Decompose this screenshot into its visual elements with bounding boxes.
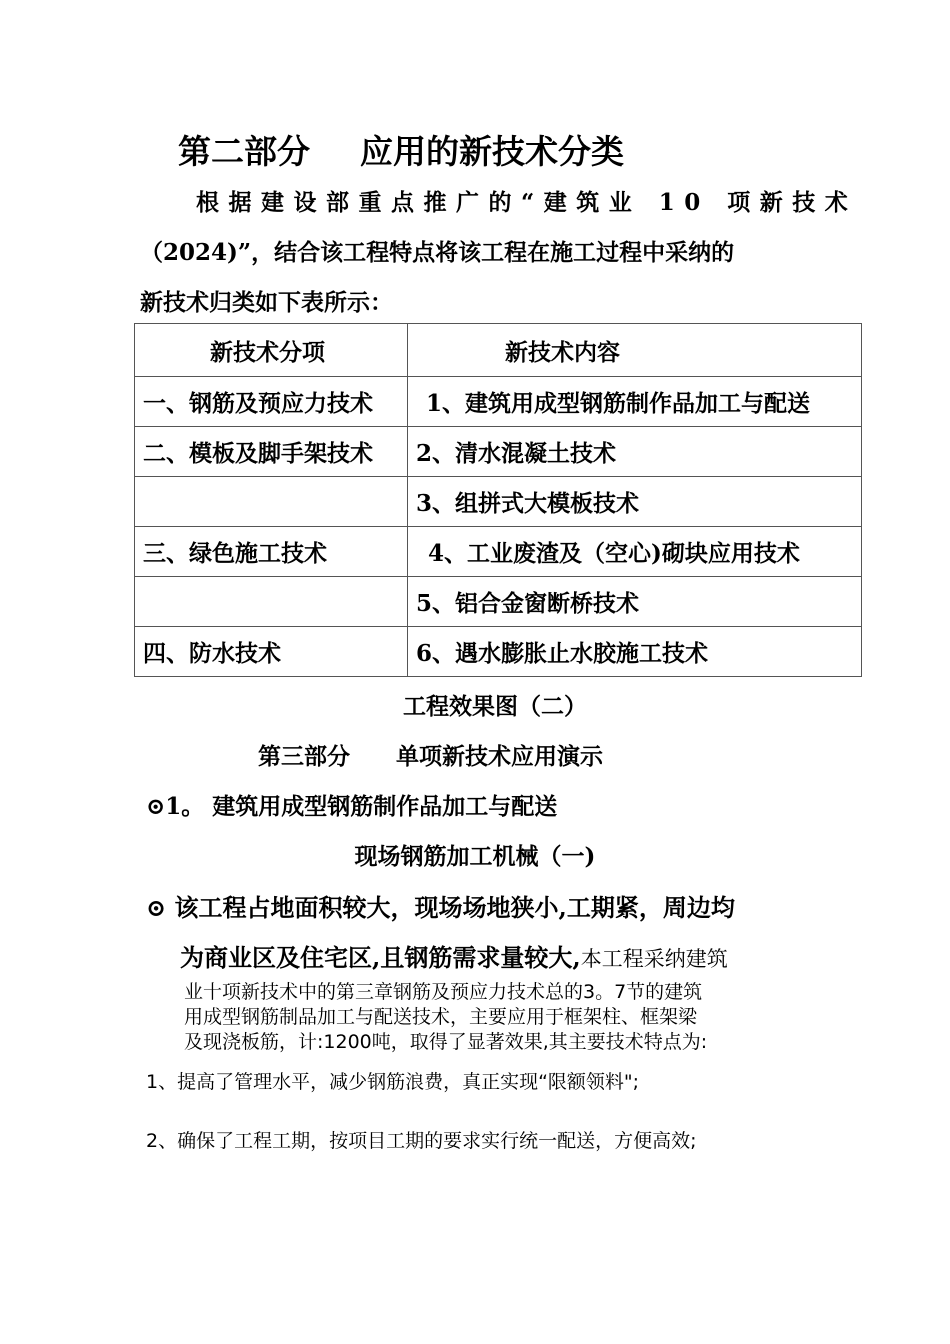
table-cell-category: 四、防水技术: [135, 627, 408, 677]
table-cell-content: 2、清水混凝土技术: [408, 427, 862, 477]
table-cell-content: 4、工业废渣及（空心)砌块应用技术: [408, 527, 862, 577]
table-header-content: 新技术内容: [408, 324, 862, 377]
figure-caption-effect: 工程效果图（二）: [403, 693, 587, 720]
figure-caption-machine: 现场钢筋加工机械（一): [354, 843, 596, 870]
paragraph-line-2: 用成型钢筋制品加工与配送技术，主要应用于框架柱、框架梁: [184, 1006, 698, 1028]
section-3-title: 单项新技术应用演示: [396, 743, 603, 770]
table-cell-content: 3、组拼式大模板技术: [408, 477, 862, 527]
table-row: [135, 527, 862, 577]
section-3-heading: [258, 738, 603, 771]
section-title: 应用的新技术分类: [360, 132, 624, 171]
bullet-line-1: ⊙ 该工程占地面积较大，现场场地狭小,工期紧，周边均: [146, 893, 735, 922]
section-part-label: 第二部分: [178, 132, 310, 171]
table-cell-category: [135, 477, 408, 527]
table-row: [135, 477, 862, 527]
item-1-heading: ⊙1。 建筑用成型钢筋制作品加工与配送: [146, 793, 558, 820]
table-cell-category: 一、钢筋及预应力技术: [135, 377, 408, 427]
table-row: [135, 577, 862, 627]
intro-line-2: （2024)”，结合该工程特点将该工程在施工过程中采纳的: [140, 239, 735, 266]
bullet-line-2: [180, 938, 728, 973]
table-cell-content: 5、铝合金窗断桥技术: [408, 577, 862, 627]
feature-item-1: 1、提高了管理水平，减少钢筋浪费，真正实现“限额领料";: [146, 1071, 640, 1093]
intro-line-3: 新技术归类如下表所示：: [140, 289, 393, 316]
section-3-part-label: 第三部分: [258, 743, 350, 770]
table-row: [135, 377, 862, 427]
table-header-category: 新技术分项: [135, 324, 408, 377]
paragraph-line-3: 及现浇板筋，计:1200吨，取得了显著效果,其主要技术特点为:: [184, 1031, 708, 1053]
feature-item-2: 2、确保了工程工期，按项目工期的要求实行统一配送，方便高效;: [146, 1130, 697, 1152]
technology-table: [134, 323, 862, 677]
table-cell-category: 三、绿色施工技术: [135, 527, 408, 577]
table-cell-content: 1、建筑用成型钢筋制作品加工与配送: [408, 377, 862, 427]
table-row: [135, 427, 862, 477]
section-heading: [178, 126, 624, 173]
table-row: [135, 627, 862, 677]
table-header-row: [135, 324, 862, 377]
paragraph-line-1: 业十项新技术中的第三章钢筋及预应力技术总的3。7节的建筑: [184, 981, 703, 1003]
bullet-line-2-normal: 本工程采纳建筑: [580, 947, 728, 971]
bullet-line-2-bold: 为商业区及住宅区,且钢筋需求量较大,: [180, 943, 581, 972]
table-cell-category: 二、模板及脚手架技术: [135, 427, 408, 477]
table-cell-content: 6、遇水膨胀止水胶施工技术: [408, 627, 862, 677]
table-cell-category: [135, 577, 408, 627]
intro-line-1: 根据建设部重点推广的“建筑业 10 项新技术: [196, 189, 858, 216]
